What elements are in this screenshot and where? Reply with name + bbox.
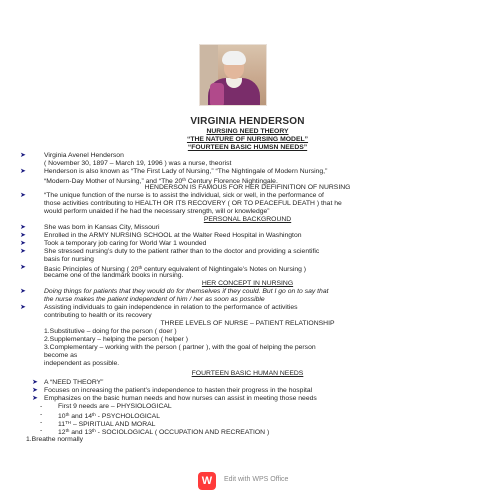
intro-known-as: Henderson is also known as “The First Lady of Nursing,” “The Nightingale of Modern Nursing,” xyxy=(44,168,328,175)
concept-item-1-cont: the nurse makes the patient independent of him / her as soon as possible xyxy=(44,296,265,303)
arrow-bullet-icon: ➤ xyxy=(20,264,26,271)
needs-item-3: Emphasizes on the basic human needs and how nurses can assist in meeting those needs xyxy=(44,395,317,402)
concept-item-1: Doing things for patients that they would do for themselves if they could. But I go on to say that xyxy=(44,288,329,295)
definition-line-3: would perform unaided if he had the necessary strength, will or knowledge” xyxy=(44,208,270,215)
background-item-5-cont: became one of the landmark books in nursing. xyxy=(44,272,184,279)
first-need: 1.Breathe normally xyxy=(26,436,84,443)
level-1: 1.Substitutive – doing for the person ( doer ) xyxy=(44,328,177,335)
background-item-5: Basic Principles of Nursing ( 20th century equivalent of Nightingale’s Notes on Nursing ) xyxy=(44,265,307,273)
background-item-3: Took a temporary job caring for World War 1 wounded xyxy=(44,240,207,247)
needs-sub-4: 12th and 13th - SOCIOLOGICAL ( OCCUPATION AND RECREATION ) xyxy=(58,428,270,436)
document-title: VIRGINIA HENDERSON xyxy=(190,116,305,127)
level-2: 2.Supplementary – helping the person ( helper ) xyxy=(44,336,188,343)
background-item-2: Enrolled in the ARMY NURSING SCHOOL at the Walter Reed Hospital in Washington xyxy=(44,232,302,239)
dash-bullet-icon: - xyxy=(40,411,43,418)
needs-sub-2: 10th and 14th - PSYCHOLOGICAL xyxy=(58,412,160,420)
arrow-bullet-icon: ➤ xyxy=(20,224,26,231)
needs-sub-1: First 9 needs are – PHYSIOLOGICAL xyxy=(58,403,172,410)
arrow-bullet-icon: ➤ xyxy=(20,232,26,239)
subtitle-3: “FOURTEEN BASIC HUMSN NEEDS” xyxy=(187,144,308,151)
background-item-1: She was born in Kansas City, Missouri xyxy=(44,224,160,231)
arrow-bullet-icon: ➤ xyxy=(32,379,38,386)
intro-dates: ( November 30, 1897 – March 19, 1996 ) was a nurse, theorist xyxy=(44,160,232,167)
arrow-bullet-icon: ➤ xyxy=(20,288,26,295)
concept-item-2: Assisting individuals to gain independence in relation to the performance of activities xyxy=(44,304,298,311)
intro-name: Virginia Avenel Henderson xyxy=(44,152,124,159)
wps-logo-icon[interactable]: W xyxy=(198,472,216,490)
dash-bullet-icon: - xyxy=(40,427,43,434)
arrow-bullet-icon: ➤ xyxy=(20,192,26,199)
concept-heading: HER CONCEPT IN NURSING xyxy=(201,280,294,287)
dash-bullet-icon: - xyxy=(40,419,43,426)
definition-heading: HENDERSON IS FAMOUS FOR HER DEFIFINITION OF NURSING xyxy=(144,184,351,191)
arrow-bullet-icon: ➤ xyxy=(20,304,26,311)
background-item-4: She stressed nursing’s duty to the patient rather than to the doctor and providing a scientific xyxy=(44,248,320,255)
needs-sub-3: 11TH – SPIRITUAL AND MORAL xyxy=(58,420,156,428)
arrow-bullet-icon: ➤ xyxy=(20,152,26,159)
level-3-cont: become as xyxy=(44,352,78,359)
wps-edit-link[interactable]: Edit with WPS Office xyxy=(224,476,289,483)
dash-bullet-icon: - xyxy=(40,403,43,410)
intro-known-as-cont: “Modern-Day Mother of Nursing,” and “The 20th Century Florence Nightingale. xyxy=(44,177,278,185)
background-item-4-cont: basis for nursing xyxy=(44,256,94,263)
level-3-cont-2: independent as possible. xyxy=(44,360,120,367)
needs-heading: FOURTEEN BASIC HUMAN NEEDS xyxy=(191,370,304,377)
needs-item-1: A “NEED THEORY” xyxy=(44,379,104,386)
subtitle-1: NURSING NEED THEORY xyxy=(206,128,289,135)
portrait-image xyxy=(199,44,267,106)
definition-line-1: “The unique function of the nurse is to assist the individual, sick or well, in the performance of xyxy=(44,192,324,199)
arrow-bullet-icon: ➤ xyxy=(32,387,38,394)
definition-line-2: those activities contributing to HEALTH OR ITS RECOVERY ( OR TO PEACEFUL DEATH ) that he xyxy=(44,200,342,207)
arrow-bullet-icon: ➤ xyxy=(20,240,26,247)
level-3: 3.Complementary – working with the person ( partner ), with the goal of helping the person xyxy=(44,344,316,351)
levels-heading: THREE LEVELS OF NURSE – PATIENT RELATIONSHIP xyxy=(160,320,335,327)
arrow-bullet-icon: ➤ xyxy=(32,395,38,402)
needs-item-2: Focuses on increasing the patient’s independence to hasten their progress in the hospital xyxy=(44,387,313,394)
concept-item-2-cont: contributing to health or its recovery xyxy=(44,312,152,319)
background-heading: PERSONAL BACKGROUND xyxy=(203,216,292,223)
arrow-bullet-icon: ➤ xyxy=(20,248,26,255)
arrow-bullet-icon: ➤ xyxy=(20,168,26,175)
subtitle-2: “THE NATURE OF NURSING MODEL” xyxy=(186,136,309,143)
